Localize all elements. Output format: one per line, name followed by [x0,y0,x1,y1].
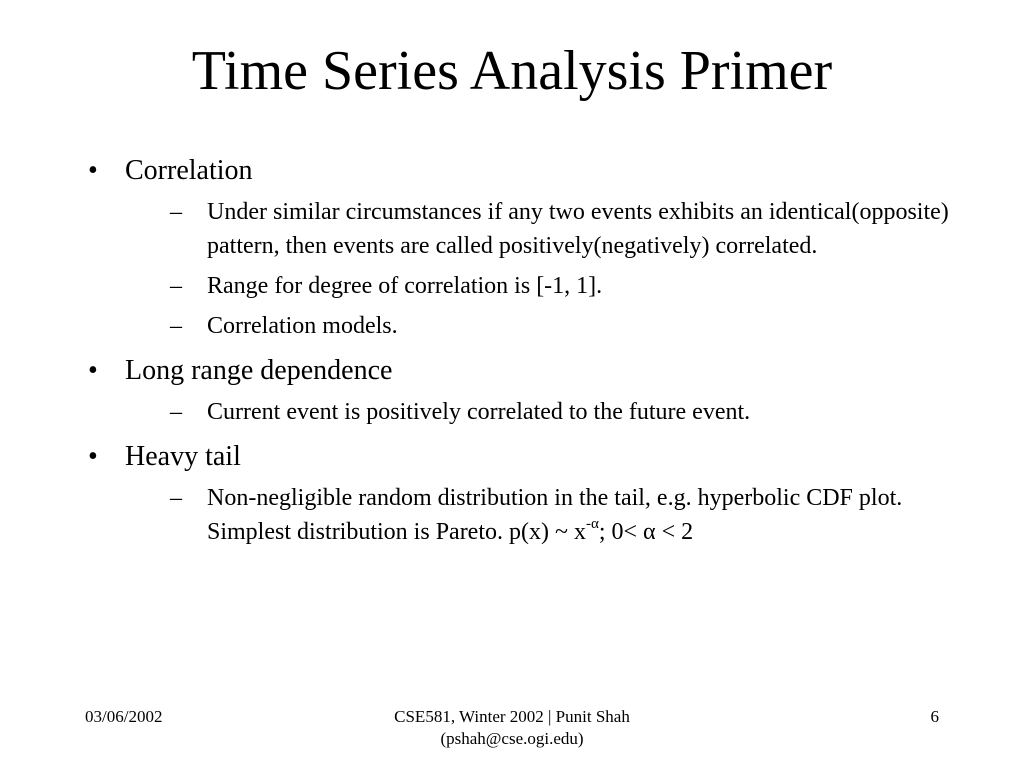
footer-date: 03/06/2002 [85,707,163,726]
sub-item-text: Range for degree of correlation is [-1, 1]. [207,273,603,299]
sub-item [170,395,958,429]
page-number: 6 [930,707,939,726]
dash-icon: – [170,399,182,425]
bullet-dot-icon: • [88,155,98,186]
footer-course-info [0,706,1024,750]
bullet-label: Heavy tail [125,441,241,472]
pareto-text-prefix: Non-negligible random distribution in the tail, e.g. hyperbolic CDF plot. Simplest distribution is Pareto. p(x) ~ x [207,485,903,545]
pareto-text-suffix: ; 0< α < 2 [598,519,694,545]
footer-course-line: CSE581, Winter 2002 | Punit Shah [394,707,630,726]
bullet-dot-icon: • [88,355,98,386]
sub-item-text: Correlation models. [207,313,398,339]
bullet-list [88,153,958,549]
sub-item [170,269,958,303]
sub-item [170,195,958,263]
sub-item [170,309,958,343]
pareto-exponent: -α [585,516,599,532]
bullet-label: Correlation [125,155,253,186]
sub-item [170,481,958,549]
slide-title: Time Series Analysis Primer [191,40,833,102]
bullet-dot-icon: • [88,441,98,472]
bullet-correlation [88,153,958,343]
sub-item-text: Under similar circumstances if any two events exhibits an identical(opposite) pattern, then events are called positively(negatively) correlated. [207,199,949,259]
dash-icon: – [170,273,182,299]
dash-icon: – [170,313,182,339]
dash-icon: – [170,199,182,225]
bullet-heavy-tail [88,439,958,549]
bullet-long-range-dependence [88,353,958,429]
bullet-label: Long range dependence [125,355,393,386]
sub-item-text [207,485,902,545]
sub-item-text: Current event is positively correlated to the future event. [207,399,751,425]
footer-email: (pshah@cse.ogi.edu) [440,729,584,748]
dash-icon: – [170,485,182,511]
